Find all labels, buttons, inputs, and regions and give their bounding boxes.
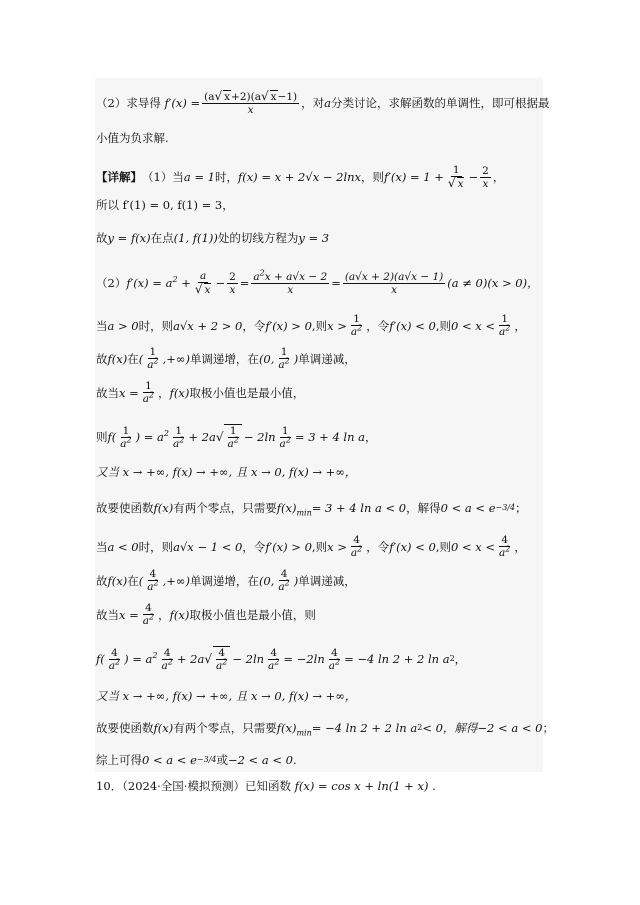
math: 0 < a < e [142,753,197,767]
fraction: $\frac{1}{a^2}$ [147,346,159,371]
text: ； [542,721,554,735]
fraction: $\frac{1}{a^2}$ [278,346,290,371]
fraction: $\frac{4}{a^2}$ [499,534,511,559]
math: − [215,276,226,290]
math: f′(x) = 1 + [384,170,444,184]
fraction: $\frac{2}{x}$ [482,164,489,190]
math: y = f(x) [107,231,151,245]
math: f(x) [169,607,190,622]
fraction: $\frac{1}{a^2}$ [279,424,291,450]
math: = −4 ln 2 + 2 ln a [311,721,418,735]
line-12: 故要使函数 f(x) 有两个零点，只需要 $f(x)_{min}$ = 3 + 4 ln a < 0 ，解得 0 < a < e −3/4 ； [96,501,527,518]
fraction: $\frac{1}{a^2}$ [142,380,155,405]
text: . [432,779,436,793]
math: − 2ln [232,652,265,666]
math: f( [96,652,105,666]
math: −2 < a < 0 [227,753,293,767]
text: 处的切线方程为 [217,231,299,245]
text: ， [514,539,526,554]
line-16: f( $\frac{4}{a^2}$ ) = $a^2$ $\frac{4}{a^2}$ + 2a√ $\frac{4}{a^2}$ − 2ln $\frac{4}{a^2}$ = −2ln $\frac{4}{a^2}$ = −4 ln 2 + 2 ln a 2 ， [96,646,467,672]
math: + 2a√ [176,652,212,666]
math: f′(x) > 0 [265,539,312,554]
math: (0, [258,351,275,366]
fraction: $\frac{4}{a^2}$ [328,646,341,672]
math: x > [327,318,347,333]
fraction: $\frac{4}{a^2}$ [278,568,290,593]
line-10 [96,424,377,450]
math: 又当 x → +∞, f(x) → +∞, 且 x → 0, f(x) → +∞， [96,689,357,703]
text: 故 [96,231,108,245]
text: 单调递减， [298,573,356,588]
text: ，令 [242,539,266,554]
math: a√x − 1 < 0 [173,539,243,554]
line-15 [96,602,316,627]
math: a > 0 [107,318,139,333]
math: = 3 + 4 ln a [294,430,366,444]
math: + 2a√ [188,430,224,444]
text: ,则 [435,539,451,554]
line-4 [96,197,234,213]
fraction: $\frac{4}{a^2}$ [268,646,280,672]
text: 有两个零点，只需要 [173,721,277,735]
math: f(x) [153,501,174,515]
math: f(x) [153,721,174,735]
fraction: $\frac{4}{a^2}$ [213,646,230,672]
fraction: $\frac{a}{√ x}$ [194,270,211,296]
text: 单调递增，在 [189,351,259,366]
line-6 [96,270,539,296]
fraction: $\frac{4}{a^2}$ [161,646,173,672]
line-9 [96,380,304,405]
text: 当 [96,318,108,333]
text: 单调递减， [298,351,356,366]
math: = −2ln [283,652,325,666]
math: $f'(x) = a^2$ + [126,275,191,290]
text: （2）求导得 [96,96,161,110]
text: ； [515,501,527,515]
text: ，则 [361,170,385,184]
text: ，令 [242,318,266,333]
detail-tag: 【详解】 [96,170,142,184]
text: （2） [96,276,127,290]
math: $f(x)_{min}$ [276,501,312,518]
text: 故要使函数 [96,721,154,735]
text: 则 [96,430,108,444]
line-17 [96,688,356,704]
text: 时，则 [138,539,174,554]
fraction: $\frac{1}{√ x}$ [447,164,464,190]
math: = 3 + 4 ln a < 0 [311,501,407,515]
line-3 [96,164,504,190]
math: (a ≠ 0)(x > 0)， [447,276,539,290]
math: x = [119,385,139,400]
math: x = [119,607,139,622]
line-11 [96,464,356,480]
fraction-derivative: $\frac{(a√ x+2)(a√ x-1)}{x}$ [204,89,298,116]
math: x > [327,539,347,554]
text: 当 [96,539,108,554]
math: ( [138,573,144,588]
text: 故当 [96,607,119,622]
fraction: $\frac{1}{a^2}$ [173,424,185,450]
text: 所以 f′(1) = 0, f(1) = 3， [96,198,234,212]
math: f( [107,430,117,444]
text: ， [514,318,526,333]
fraction: $\frac{(a√x + 2)(a√x - 1)}{x}$ [344,270,444,296]
math: 0 < x < [450,318,496,333]
math: ( [138,351,144,366]
math: a < 0 [107,539,139,554]
math-fprime: f′(x) = [160,96,201,110]
math: ,+∞) [162,573,190,588]
fraction: $\frac{1}{a^2}$ [499,313,511,338]
text: 时， [214,170,238,184]
fraction: $\frac{4}{a^2}$ [142,602,155,627]
math: = [239,276,250,290]
text: 综上可得 [96,753,142,767]
text: ， [158,607,170,622]
text: 故 [96,573,108,588]
math: 0 < a < e [440,501,496,515]
fraction: $\frac{1}{a^2}$ [224,424,241,450]
question-10 [96,778,436,794]
line-5 [96,230,329,246]
text: 在点 [150,231,174,245]
text: ,则 [311,539,328,554]
text: ,则 [311,318,328,333]
line-13 [96,534,526,559]
line-14 [96,568,356,593]
text: （1）当 [142,170,184,184]
text: ，令 [366,318,390,333]
line-18: 故要使函数 f(x) 有两个零点，只需要 $f(x)_{min}$ = −4 ln 2 + 2 ln a 2 < 0，解得 −2 < a < 0 ； [96,721,554,738]
text: ， [365,430,377,444]
math: ,+∞) [162,351,190,366]
text: ，令 [366,539,390,554]
math: ) = $a^2$ [124,651,158,666]
fraction: $\frac{4}{a^2}$ [147,568,159,593]
math: (0, [258,573,275,588]
fraction: $\frac{a^2x + a√x - 2}{x}$ [253,268,328,296]
math: f(x) [107,351,128,366]
line-1 [96,90,550,116]
text: ， [492,170,505,184]
math: −2 < a < 0 [477,721,543,735]
text: ， [454,652,467,666]
math: ) = $a^2$ [135,429,169,444]
text: 故当 [96,385,119,400]
text: 取极小值也是最小值，则 [189,607,316,622]
text: 在 [127,573,139,588]
math: a√x + 2 > 0 [173,318,243,333]
math: ) [293,351,299,366]
math: − [468,170,479,184]
text: 分类讨论，求解函数的单调性，即可根据最 [331,96,550,110]
math: (1, f(1)) [173,231,218,245]
text: . [292,753,297,767]
math: 又当 x → +∞, f(x) → +∞, 且 x → 0, f(x) → +∞， [96,465,357,479]
math: f′(x) > 0 [265,318,312,333]
fraction: $\frac{4}{a^2}$ [108,646,121,672]
math: = −4 ln 2 + 2 ln a [344,652,450,666]
fraction: $\frac{1}{a^2}$ [350,313,363,338]
text: 有两个零点，只需要 [173,501,277,515]
fraction: $\frac{2}{x}$ [229,270,236,296]
fraction: $\frac{1}{a^2}$ [120,424,132,450]
math: = [331,276,341,290]
text: 故要使函数 [96,501,154,515]
text: 或 [216,753,228,767]
text: 取极小值也是最小值， [189,385,305,400]
math: f(x) [107,573,128,588]
math: 0 < x < [450,539,496,554]
text: ， [158,385,170,400]
math: f(x) = x + 2√x − 2lnx [237,170,362,184]
math-a: a [324,96,331,110]
text: 小值为负求解. [96,131,169,145]
math: $f(x)_{min}$ [276,721,312,738]
text: ，解得 [406,501,441,515]
math: f(x) = cos x + ln(1 + x) [294,779,429,793]
math: f′(x) < 0 [389,539,436,554]
fraction: $\frac{4}{a^2}$ [350,534,363,559]
math: f′(x) < 0 [389,318,436,333]
text: 时，则 [138,318,174,333]
text: 在 [127,351,139,366]
text: < 0，解得 [422,721,478,735]
math: − 2ln [243,430,276,444]
line-8 [96,346,356,371]
line-7 [96,313,526,338]
text: 故 [96,351,108,366]
math: f(x) [169,385,190,400]
text: 10．（2024·全国·模拟预测）已知函数 [96,779,291,793]
math: a = 1 [183,170,215,184]
line-19: 综上可得 0 < a < e −3/4 或 −2 < a < 0 . [96,753,297,767]
math: ) [293,573,299,588]
text: 单调递增，在 [189,573,259,588]
line-2 [96,130,169,146]
text: ，对 [301,96,325,110]
math: y = 3 [298,231,330,245]
text: ,则 [435,318,451,333]
